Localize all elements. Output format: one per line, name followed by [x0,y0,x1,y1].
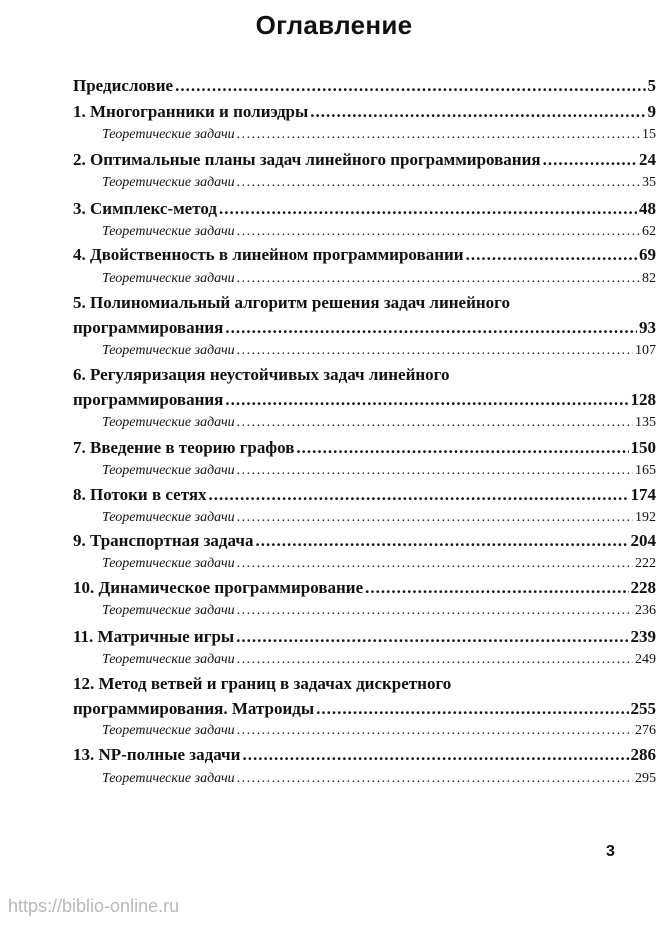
toc-entry-label: Предисловие [73,76,174,95]
toc-entry-chapter[interactable] [73,438,656,458]
toc-subentry-label: Теоретические задачи [102,652,235,667]
toc-entry-chapter[interactable] [73,318,656,338]
dot-leader [237,126,640,143]
toc-page-number: 15 [642,127,656,142]
toc-page-number: 204 [630,531,656,550]
toc-page-number: 93 [639,318,656,337]
dot-leader [310,102,645,122]
toc-subentry-label: Теоретические задачи [102,271,235,286]
dot-leader [543,150,637,170]
dot-leader [237,342,633,359]
dot-leader [237,509,633,526]
toc-subentry-label: Теоретические задачи [102,603,235,618]
dot-leader [237,602,633,619]
toc-entry-label: 4. Двойственность в линейном программировании [73,245,464,264]
toc-entry-label: программирования. Матроиды [73,699,315,718]
toc-page-number: 128 [630,390,656,409]
dot-leader [175,76,645,96]
dot-leader [365,578,628,598]
dot-leader [255,531,628,551]
toc-page-number: 48 [639,199,656,218]
dot-leader [237,770,633,787]
toc-page-number: 69 [639,245,656,264]
toc-page-number: 62 [642,224,656,239]
dot-leader [237,270,640,287]
toc-subentry-label: Теоретические задачи [102,343,235,358]
toc-subentry-label: Теоретические задачи [102,175,235,190]
page-number: 3 [606,843,615,860]
toc-subentry[interactable] [73,223,656,240]
toc-page-number: 107 [635,343,656,358]
toc-entry-label: 2. Оптимальные планы задач линейного программирования [73,150,541,169]
toc-page-number: 228 [630,578,656,597]
toc-subentry[interactable] [73,509,656,526]
toc-entry-preface[interactable] [73,76,656,96]
toc-subentry-label: Теоретические задачи [102,415,235,430]
toc-entry-label: 7. Введение в теорию графов [73,438,295,457]
toc-entry-label: программирования [73,318,224,337]
toc-subentry[interactable] [73,722,656,739]
toc-page-number: 9 [647,102,656,121]
toc-page-number: 165 [635,463,656,478]
dot-leader [296,438,628,458]
toc-entry-chapter[interactable] [73,531,656,551]
toc-page-number: 35 [642,175,656,190]
toc-entry-label: 3. Симплекс-метод [73,199,217,218]
dot-leader [237,414,633,431]
toc-page-number: 236 [635,603,656,618]
dot-leader [237,174,640,191]
toc-entry-label-line1[interactable]: 12. Метод ветвей и границ в задачах дискретного [73,674,452,693]
toc-entry-chapter[interactable] [73,485,656,505]
toc-entry-chapter[interactable] [73,199,656,219]
toc-page-number: 5 [647,76,656,95]
toc-subentry-label: Теоретические задачи [102,127,235,142]
toc-subentry[interactable] [73,651,656,668]
toc-subentry-label: Теоретические задачи [102,463,235,478]
toc-page-number: 286 [630,745,656,764]
toc-entry-chapter[interactable] [73,745,656,765]
toc-page-number: 249 [635,652,656,667]
toc-subentry[interactable] [73,602,656,619]
toc-subentry[interactable] [73,270,656,287]
dot-leader [466,245,637,265]
toc-entry-chapter[interactable] [73,102,656,122]
toc-entry-chapter[interactable] [73,245,656,265]
toc-entry-chapter[interactable] [73,390,656,410]
toc-page-number: 295 [635,771,656,786]
toc-entry-chapter[interactable] [73,627,656,647]
toc-subentry[interactable] [73,414,656,431]
dot-leader [237,223,640,240]
toc-subentry-label: Теоретические задачи [102,510,235,525]
dot-leader [237,651,633,668]
toc-entry-label: программирования [73,390,224,409]
toc-page-number: 135 [635,415,656,430]
toc-subentry[interactable] [73,770,656,787]
toc-entry-chapter[interactable] [73,578,656,598]
toc-subentry[interactable] [73,126,656,143]
toc-entry-chapter[interactable] [73,699,656,719]
dot-leader [316,699,628,719]
toc-entry-label: 8. Потоки в сетях [73,485,207,504]
toc-page-number: 82 [642,271,656,286]
toc-subentry-label: Теоретические задачи [102,556,235,571]
toc-page-number: 174 [630,485,656,504]
toc-entry-label: 13. NP-полные задачи [73,745,241,764]
dot-leader [237,722,633,739]
toc-entry-label: 9. Транспортная задача [73,531,254,550]
toc-page-number: 150 [630,438,656,457]
toc-page-number: 222 [635,556,656,571]
toc-entry-chapter[interactable] [73,150,656,170]
toc-subentry[interactable] [73,342,656,359]
toc-page-number: 276 [635,723,656,738]
dot-leader [236,627,628,647]
dot-leader [209,485,629,505]
dot-leader [219,199,637,219]
toc-entry-label: 11. Матричные игры [73,627,235,646]
dot-leader [242,745,628,765]
toc-entry-label: 1. Многогранники и полиэдры [73,102,309,121]
toc-page-number: 255 [630,699,656,718]
page-title: Оглавление [255,10,413,40]
toc-page-number: 239 [630,627,656,646]
dot-leader [225,390,628,410]
toc-subentry-label: Теоретические задачи [102,224,235,239]
toc-entry-label: 10. Динамическое программирование [73,578,364,597]
toc-subentry-label: Теоретические задачи [102,723,235,738]
dot-leader [225,318,637,338]
toc-subentry[interactable] [73,462,656,479]
toc-entry-label-line1[interactable]: 5. Полиномиальный алгоритм решения задач линейного [73,293,510,312]
toc-entry-label-line1[interactable]: 6. Регуляризация неустойчивых задач линейного [73,365,450,384]
dot-leader [237,555,633,572]
toc-page-number: 24 [639,150,656,169]
toc-page-number: 192 [635,510,656,525]
toc-subentry-label: Теоретические задачи [102,771,235,786]
toc-subentry[interactable] [73,555,656,572]
dot-leader [237,462,633,479]
watermark: https://biblio-online.ru [8,896,180,916]
toc-subentry[interactable] [73,174,656,191]
